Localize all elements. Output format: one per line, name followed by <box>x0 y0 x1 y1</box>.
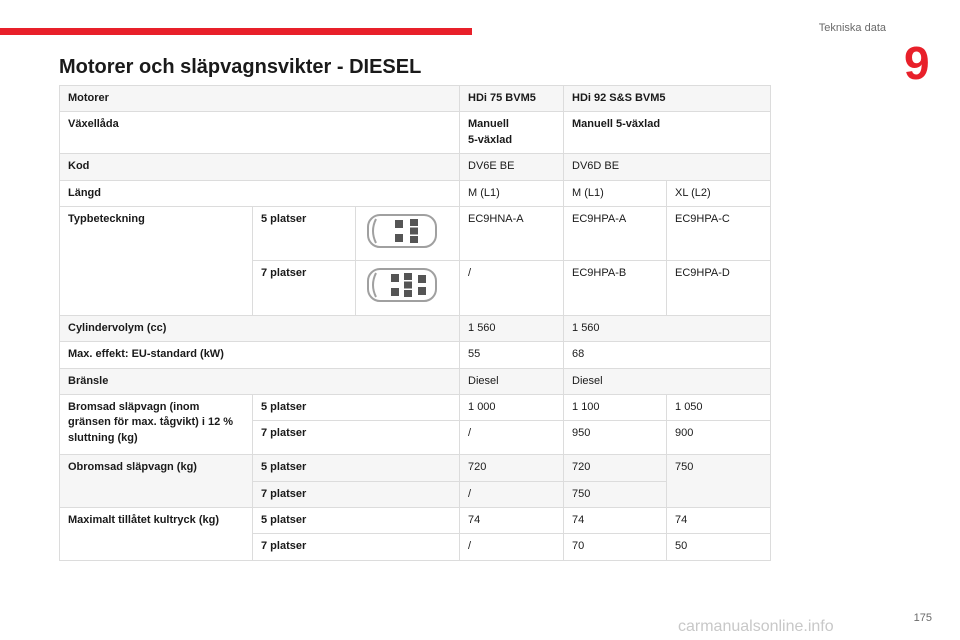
table-cell: 74 <box>460 508 564 534</box>
table-cell: 1 050 <box>667 394 771 420</box>
table-cell <box>460 112 564 154</box>
table-row <box>60 206 771 260</box>
table-cell: 1 100 <box>564 394 667 420</box>
table-cell: Motorer <box>60 86 460 112</box>
table-cell: Obromsad släpvagn (kg) <box>60 455 253 508</box>
table-row <box>60 112 771 154</box>
table-cell: 5 platser <box>253 394 460 420</box>
table-cell: / <box>460 534 564 560</box>
table-row <box>60 86 771 112</box>
red-accent-bar <box>0 28 472 35</box>
table-cell: Cylindervolym (cc) <box>60 315 460 341</box>
table-cell: Typbeteckning <box>60 206 253 315</box>
table-cell: M (L1) <box>460 180 564 206</box>
table-cell: EC9HPA-A <box>564 206 667 260</box>
table-cell: 74 <box>667 508 771 534</box>
table-cell: DV6D BE <box>564 154 771 180</box>
table-cell: Max. effekt: EU-standard (kW) <box>60 342 460 368</box>
table-cell: 750 <box>667 455 771 508</box>
table-cell: 55 <box>460 342 564 368</box>
table-cell: 720 <box>460 455 564 481</box>
table-cell: EC9HPA-C <box>667 206 771 260</box>
table-row <box>60 315 771 341</box>
table-cell: / <box>460 481 564 507</box>
car-5-seats-icon <box>362 211 442 251</box>
section-title: Tekniska data <box>818 22 886 34</box>
table-cell: M (L1) <box>564 180 667 206</box>
table-cell: 1 560 <box>564 315 771 341</box>
table-cell: XL (L2) <box>667 180 771 206</box>
table-cell: 7 platser <box>253 421 460 455</box>
table-cell: 750 <box>564 481 667 507</box>
table-row <box>60 394 771 420</box>
table-cell: 1 000 <box>460 394 564 420</box>
table-cell: 7 platser <box>253 481 460 507</box>
table-cell: Längd <box>60 180 460 206</box>
table-cell: / <box>460 261 564 315</box>
table-cell <box>356 206 460 260</box>
table-cell: Bränsle <box>60 368 460 394</box>
table-cell: Växellåda <box>60 112 460 154</box>
table-row <box>60 154 771 180</box>
table-cell: EC9HNA-A <box>460 206 564 260</box>
table-cell: 7 platser <box>253 261 356 315</box>
table-row <box>60 368 771 394</box>
table-cell: Diesel <box>460 368 564 394</box>
table-cell: 50 <box>667 534 771 560</box>
page-title: Motorer och släpvagnsvikter - DIESEL <box>59 56 422 78</box>
table-cell-line: 5-växlad <box>468 133 513 146</box>
table-row <box>60 455 771 481</box>
table-cell: 1 560 <box>460 315 564 341</box>
table-cell: DV6E BE <box>460 154 564 180</box>
table-cell: Diesel <box>564 368 771 394</box>
table-cell: 5 platser <box>253 455 460 481</box>
page-number: 175 <box>913 612 932 624</box>
chapter-number: 9 <box>904 37 930 89</box>
watermark: carmanualsonline.info <box>678 618 834 635</box>
table-cell: Maximalt tillåtet kultryck (kg) <box>60 508 253 561</box>
table-cell: Manuell 5-växlad <box>564 112 771 154</box>
table-row <box>60 342 771 368</box>
table-cell: 70 <box>564 534 667 560</box>
table-cell <box>356 261 460 315</box>
table-cell: 900 <box>667 421 771 455</box>
table-cell: 74 <box>564 508 667 534</box>
table-cell: 7 platser <box>253 534 460 560</box>
table-cell: 5 platser <box>253 508 460 534</box>
table-cell: / <box>460 421 564 455</box>
table-cell: Bromsad släpvagn (inom gränsen för max. tågvikt) i 12 % sluttning (kg) <box>60 394 253 454</box>
table-cell: HDi 92 S&S BVM5 <box>564 86 771 112</box>
table-row <box>60 180 771 206</box>
table-cell-line: Manuell <box>468 118 509 131</box>
specs-table <box>59 85 771 561</box>
table-cell: Kod <box>60 154 460 180</box>
table-cell: HDi 75 BVM5 <box>460 86 564 112</box>
table-cell: 720 <box>564 455 667 481</box>
table-cell: EC9HPA-B <box>564 261 667 315</box>
car-7-seats-icon <box>362 265 442 305</box>
table-cell: 950 <box>564 421 667 455</box>
table-row <box>60 508 771 534</box>
table-cell: 5 platser <box>253 206 356 260</box>
table-cell: EC9HPA-D <box>667 261 771 315</box>
table-cell: 68 <box>564 342 771 368</box>
